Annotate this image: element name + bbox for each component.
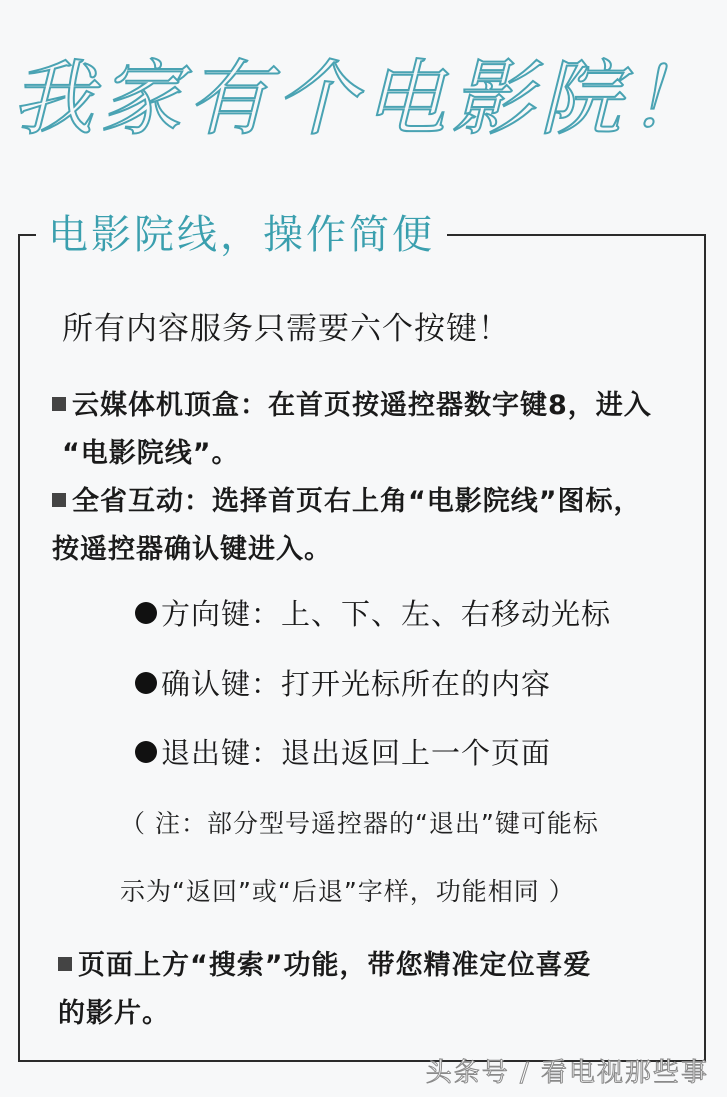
para-search-line2: 的影片。 [58,998,170,1029]
black-dot-icon [135,741,157,763]
black-dot-icon [135,602,157,624]
para-province-interactive [52,478,642,574]
bullet-exit-label: 退出键：退出返回上一个页面 [161,736,552,770]
square-bullet-icon [52,397,66,411]
para-settop-box-line2: “电影院线”。 [62,438,240,469]
square-bullet-icon [58,957,72,971]
para-search-line1 [58,942,592,990]
para-settop-box-line1 [52,382,652,430]
bullet-confirm-label: 确认键：打开光标所在的内容 [161,667,552,701]
bullet-direction-key [135,592,611,633]
note-line1: （ 注：部分型号遥控器的“退出”键可能标 [120,809,599,838]
note-line2: 示为“返回”或“后退”字样，功能相同 ） [120,877,575,906]
para-search [58,942,592,1038]
black-dot-icon [135,672,157,694]
hero-title: 我家有个电影院！ [11,52,716,147]
bullet-confirm-key [135,662,551,703]
para-settop-box [52,382,652,478]
watermark: 头条号 / 看电视那些事 [425,1058,709,1088]
bullet-exit-key [135,731,551,772]
intro-text: 所有内容服务只需要六个按键！ [62,311,510,347]
para-province-text1: 全省互动：选择首页右上角“电影院线”图标， [72,486,642,517]
bullet-direction-label: 方向键：上、下、左、右移动光标 [161,597,612,631]
content-frame [18,234,706,1062]
square-bullet-icon [52,493,66,507]
para-search-text1: 页面上方“搜索”功能，带您精准定位喜爱 [78,950,592,981]
para-province-line1 [52,478,642,526]
section-title: 电影院线，操作简便 [36,208,447,262]
para-province-line2: 按遥控器确认键进入。 [52,534,332,565]
para-settop-box-text1: 云媒体机顶盒：在首页按遥控器数字键8，进入 [72,390,652,421]
